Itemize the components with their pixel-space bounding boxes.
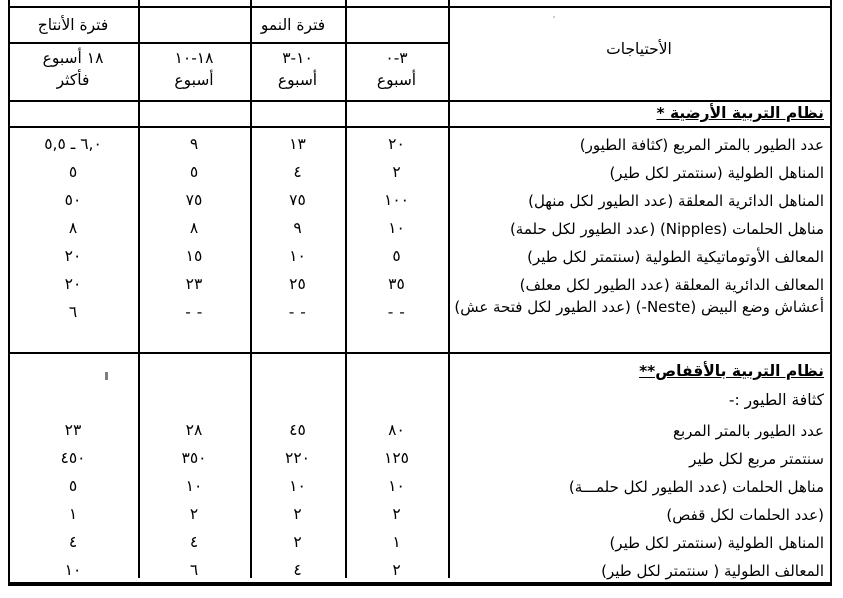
s1-r5-c1: ٦ bbox=[189, 561, 199, 580]
s1-r2-label: مناهل الحلمات (عدد الطيور لكل حلمـــة) bbox=[568, 477, 824, 496]
s1-r5-label: المعالف الطولية ( سنتمتر لكل طير) bbox=[601, 561, 824, 580]
s0-r3-c1: ٨ bbox=[189, 219, 199, 238]
s1-r4-c1: ٤ bbox=[189, 533, 199, 552]
s0-r6-c0: ٦ bbox=[68, 303, 78, 322]
s1-r3-c0: ١ bbox=[68, 505, 78, 524]
s0-r1-label: المناهل الطولية (سنتمتر لكل طير) bbox=[609, 163, 824, 182]
s0-r2-label: المناهل الدائرية المعلقة (عدد الطيور لكل منهل) bbox=[528, 191, 824, 210]
s0-r6-c3: - - bbox=[387, 303, 406, 322]
horizontal-rule-section-split bbox=[8, 352, 832, 354]
horizontal-rule-under-head bbox=[8, 100, 832, 102]
s1-r0-c0: ٢٣ bbox=[64, 421, 82, 440]
s1-r0-c1: ٢٨ bbox=[185, 421, 203, 440]
s0-r2-c3: ١٠٠ bbox=[384, 191, 409, 210]
s0-r1-c2: ٤ bbox=[293, 163, 302, 182]
s0-r4-c2: ١٠ bbox=[289, 247, 306, 266]
header-requirements: الأحتياجات bbox=[606, 40, 672, 59]
scan-speckle bbox=[105, 372, 108, 380]
s0-r6-c2: - - bbox=[288, 303, 307, 322]
s0-r0-label: عدد الطيور بالمتر المربع (كثافة الطيور) bbox=[579, 135, 824, 154]
scan-speckle bbox=[553, 16, 555, 18]
s1-r4-label: المناهل الطولية (سنتمتر لكل طير) bbox=[609, 533, 824, 552]
age-header-2-line1: ١٠-٣ bbox=[282, 49, 313, 68]
section-0-heading: نظام التربية الأرضية * bbox=[656, 104, 824, 123]
s0-r4-c1: ١٥ bbox=[185, 247, 203, 266]
s1-r3-c3: ٢ bbox=[392, 505, 401, 524]
s0-r4-c3: ٥ bbox=[392, 247, 401, 266]
s1-r3-c2: ٢ bbox=[293, 505, 302, 524]
s1-r1-c3: ١٢٥ bbox=[384, 449, 409, 468]
age-header-3-line1: ٣-٠ bbox=[385, 49, 408, 68]
s1-r3-label: (عدد الحلمات لكل قفص) bbox=[666, 505, 824, 524]
section-1-heading: نظام التربية بالأقفاص** bbox=[639, 362, 824, 381]
s0-r5-c1: ٢٣ bbox=[185, 275, 203, 294]
s0-r2-c1: ٧٥ bbox=[185, 191, 203, 210]
header-growth-period: فترة النمو bbox=[260, 16, 326, 35]
s1-r3-c1: ٢ bbox=[189, 505, 199, 524]
s1-r4-c3: ١ bbox=[392, 533, 401, 552]
age-header-3-line2: أسبوع bbox=[376, 71, 417, 90]
s0-r4-label: المعالف الأوتوماتيكية الطولية (سنتمتر لكل طير) bbox=[527, 247, 824, 266]
s1-r5-c0: ١٠ bbox=[64, 561, 82, 580]
s1-r2-c3: ١٠ bbox=[388, 477, 405, 496]
s0-r1-c0: ٥ bbox=[68, 163, 78, 182]
s0-r2-c0: ٥٠ bbox=[64, 191, 82, 210]
s0-r0-c1: ٩ bbox=[189, 135, 199, 154]
s0-r3-c0: ٨ bbox=[68, 219, 78, 238]
s1-r5-c2: ٤ bbox=[293, 561, 302, 580]
s0-r1-c3: ٢ bbox=[392, 163, 401, 182]
s1-r2-c2: ١٠ bbox=[289, 477, 306, 496]
section-1-subheading: كثافة الطيور :- bbox=[728, 391, 824, 410]
s0-r5-label: المعالف الدائرية المعلقة (عدد الطيور لكل معلف) bbox=[519, 275, 824, 294]
s1-r1-label: سنتمتر مربع لكل طير bbox=[689, 449, 824, 468]
s1-r2-c0: ٥ bbox=[68, 477, 78, 496]
s0-r0-c0: ٦,٠ ـ ٥,٥ bbox=[44, 135, 102, 154]
s1-r0-c3: ٨٠ bbox=[388, 421, 405, 440]
horizontal-rule-bottom bbox=[8, 584, 832, 586]
s1-r1-c1: ٣٥٠ bbox=[181, 449, 207, 468]
s0-r0-c3: ٢٠ bbox=[388, 135, 405, 154]
s1-r0-c2: ٤٥ bbox=[289, 421, 306, 440]
vertical-rule-right-edge bbox=[830, 0, 832, 578]
s0-r6-label: أعشاش وضع البيض (Neste-) (عدد الطيور لكل فتحة عش) bbox=[454, 298, 824, 316]
age-header-2-line2: أسبوع bbox=[277, 71, 318, 90]
age-header-0-line1: ١٨ أسبوع bbox=[42, 49, 104, 68]
s0-r5-c0: ٢٠ bbox=[64, 275, 82, 294]
s0-r3-c3: ١٠ bbox=[388, 219, 405, 238]
age-header-1-line1: ١٨-١٠ bbox=[174, 49, 214, 68]
horizontal-rule-top bbox=[8, 6, 832, 8]
s1-r4-c0: ٤ bbox=[68, 533, 78, 552]
s1-r5-c3: ٢ bbox=[392, 561, 401, 580]
s0-r3-label: مناهل الحلمات (Nipples) (عدد الطيور لكل حلمة) bbox=[509, 219, 824, 238]
s0-r5-c2: ٢٥ bbox=[289, 275, 306, 294]
horizontal-rule-under-period-titles bbox=[8, 42, 448, 44]
s1-r4-c2: ٢ bbox=[293, 533, 302, 552]
s1-r2-c1: ١٠ bbox=[185, 477, 203, 496]
s0-r0-c2: ١٣ bbox=[289, 135, 306, 154]
s0-r6-c1: - - bbox=[185, 303, 203, 322]
s0-r2-c2: ٧٥ bbox=[289, 191, 306, 210]
horizontal-rule-under-section1-title bbox=[8, 126, 832, 128]
s0-r1-c1: ٥ bbox=[189, 163, 199, 182]
s1-r0-label: عدد الطيور بالمتر المربع bbox=[672, 421, 824, 440]
age-header-1-line2: أسبوع bbox=[174, 71, 214, 90]
s0-r3-c2: ٩ bbox=[293, 219, 302, 238]
s0-r4-c0: ٢٠ bbox=[64, 247, 82, 266]
header-production-period: فترة الأنتاج bbox=[37, 16, 109, 35]
age-header-0-line2: فأكثر bbox=[56, 71, 90, 90]
s1-r1-c0: ٤٥٠ bbox=[60, 449, 86, 468]
s1-r1-c2: ٢٢٠ bbox=[285, 449, 310, 468]
s0-r5-c3: ٣٥ bbox=[388, 275, 405, 294]
